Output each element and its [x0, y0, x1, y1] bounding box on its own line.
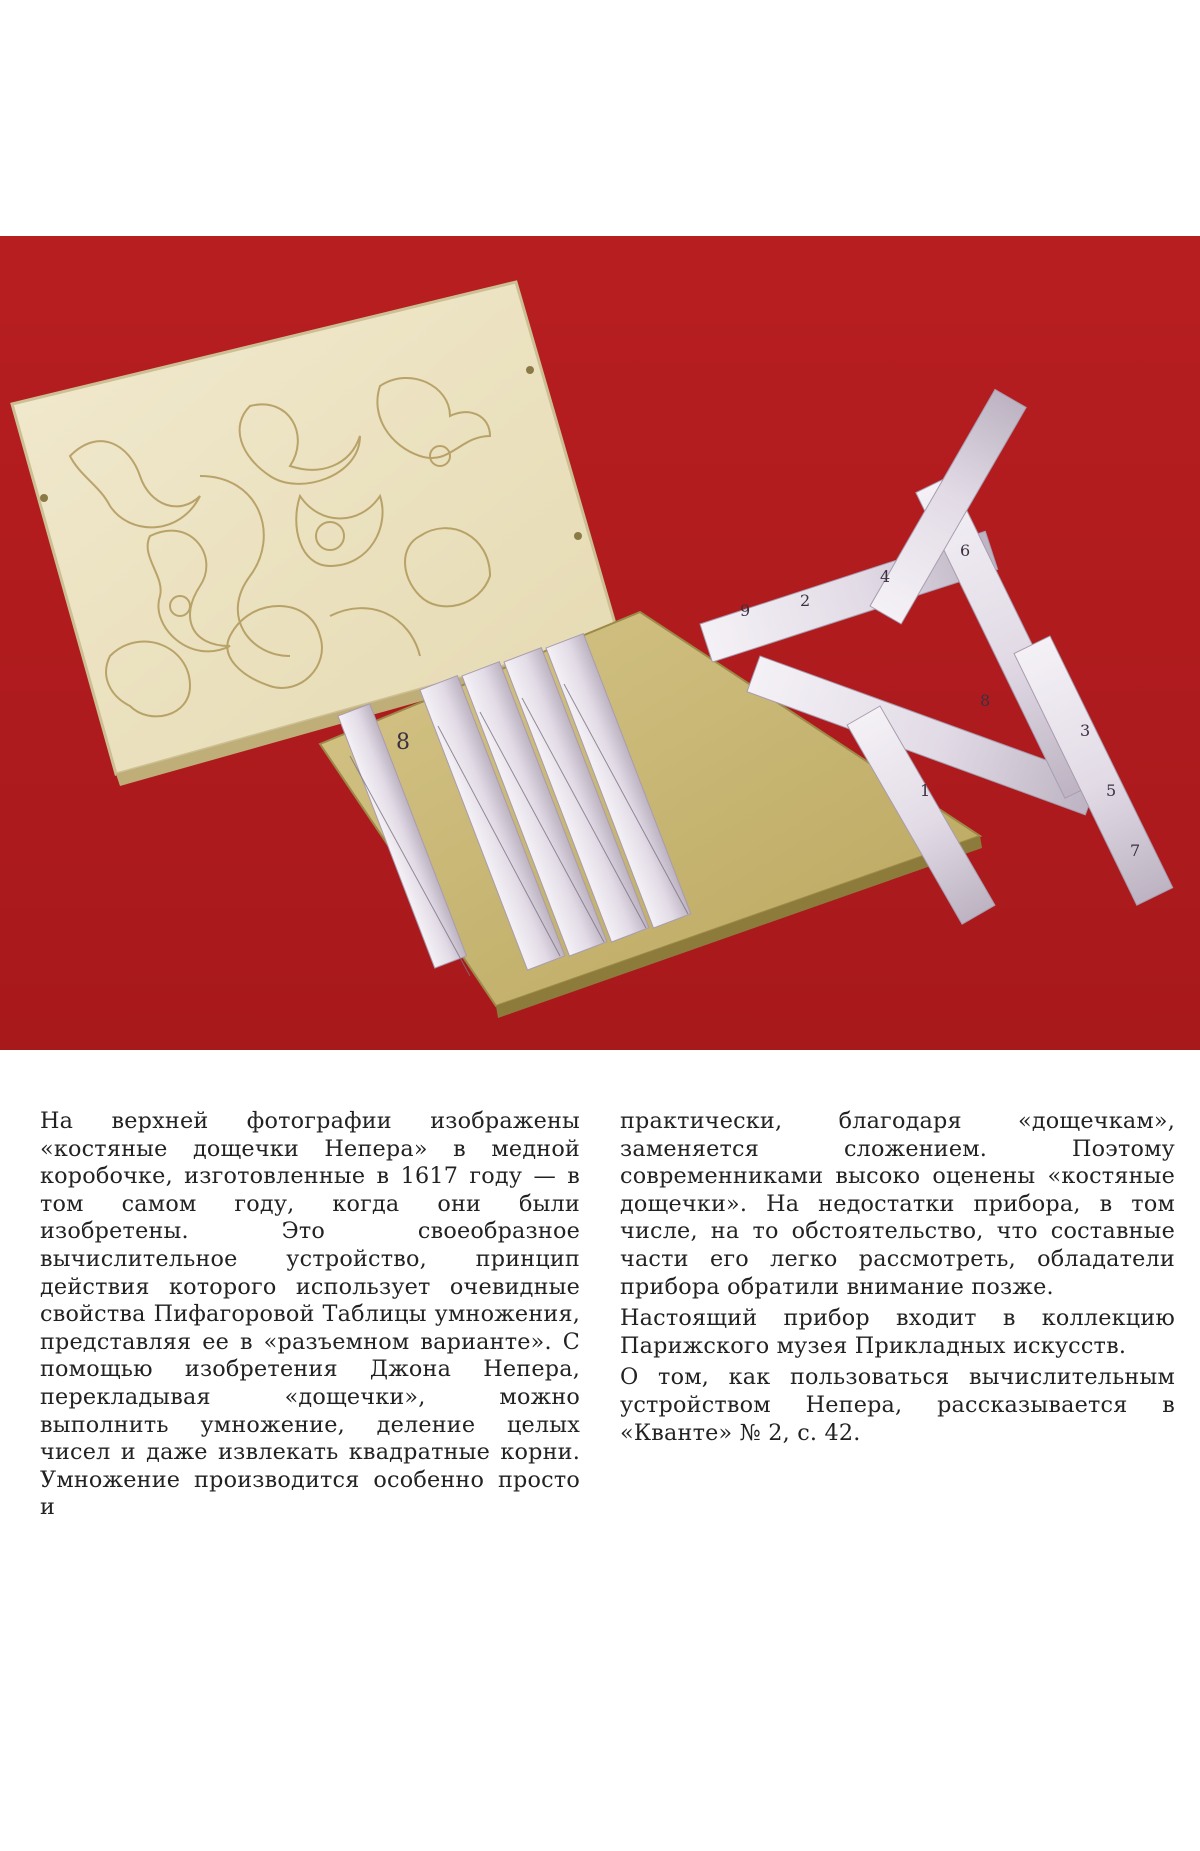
napier-bones-photo: [0, 236, 1200, 1050]
svg-text:3: 3: [1080, 721, 1091, 740]
svg-text:2: 2: [800, 591, 811, 610]
svg-text:6: 6: [960, 541, 971, 560]
left-column: [40, 1108, 580, 1522]
svg-text:4: 4: [880, 567, 891, 586]
rod-digit-8: 8: [396, 730, 410, 755]
right-column-paragraph-3: О том, как пользоваться вычислительным устройством Непера, рассказывается в «Кванте» № 2, с. 42.: [620, 1364, 1175, 1446]
svg-text:9: 9: [740, 601, 751, 620]
svg-text:7: 7: [1130, 841, 1141, 860]
right-column-paragraph-2: Настоящий прибор входит в коллекцию Парижского музея Прикладных искусств.: [620, 1305, 1175, 1359]
svg-text:1: 1: [920, 781, 931, 800]
left-column-paragraph: На верхней фотографии изображены «костяные дощечки Непера» в медной коробочке, изготовленные в 1617 году — в том самом году, когда они были изобретены. Это своеобразное вычислительное устройство, принцип действия которого использует очевидные свойства Пифагоровой Таблицы умножения, представляя ее в «разъемном варианте». С помощью изобретения Джона Непера, перекладывая «дощечки», можно выполнить умножение, деление целых чисел и даже извлекать квадратные корни. Умножение производится особенно просто и: [40, 1108, 580, 1521]
svg-text:8: 8: [980, 691, 991, 710]
svg-text:5: 5: [1106, 781, 1117, 800]
right-column-paragraph-1: практически, благодаря «дощечкам», заменяется сложением. Поэтому современниками высоко оценены «костяные дощечки». На недостатки прибора, в том числе, на то обстоятельство, что составные части его легко рассмотреть, обладатели прибора обратили внимание позже.: [620, 1108, 1175, 1300]
right-column: [620, 1108, 1175, 1447]
caption-text: [40, 1108, 1175, 1521]
